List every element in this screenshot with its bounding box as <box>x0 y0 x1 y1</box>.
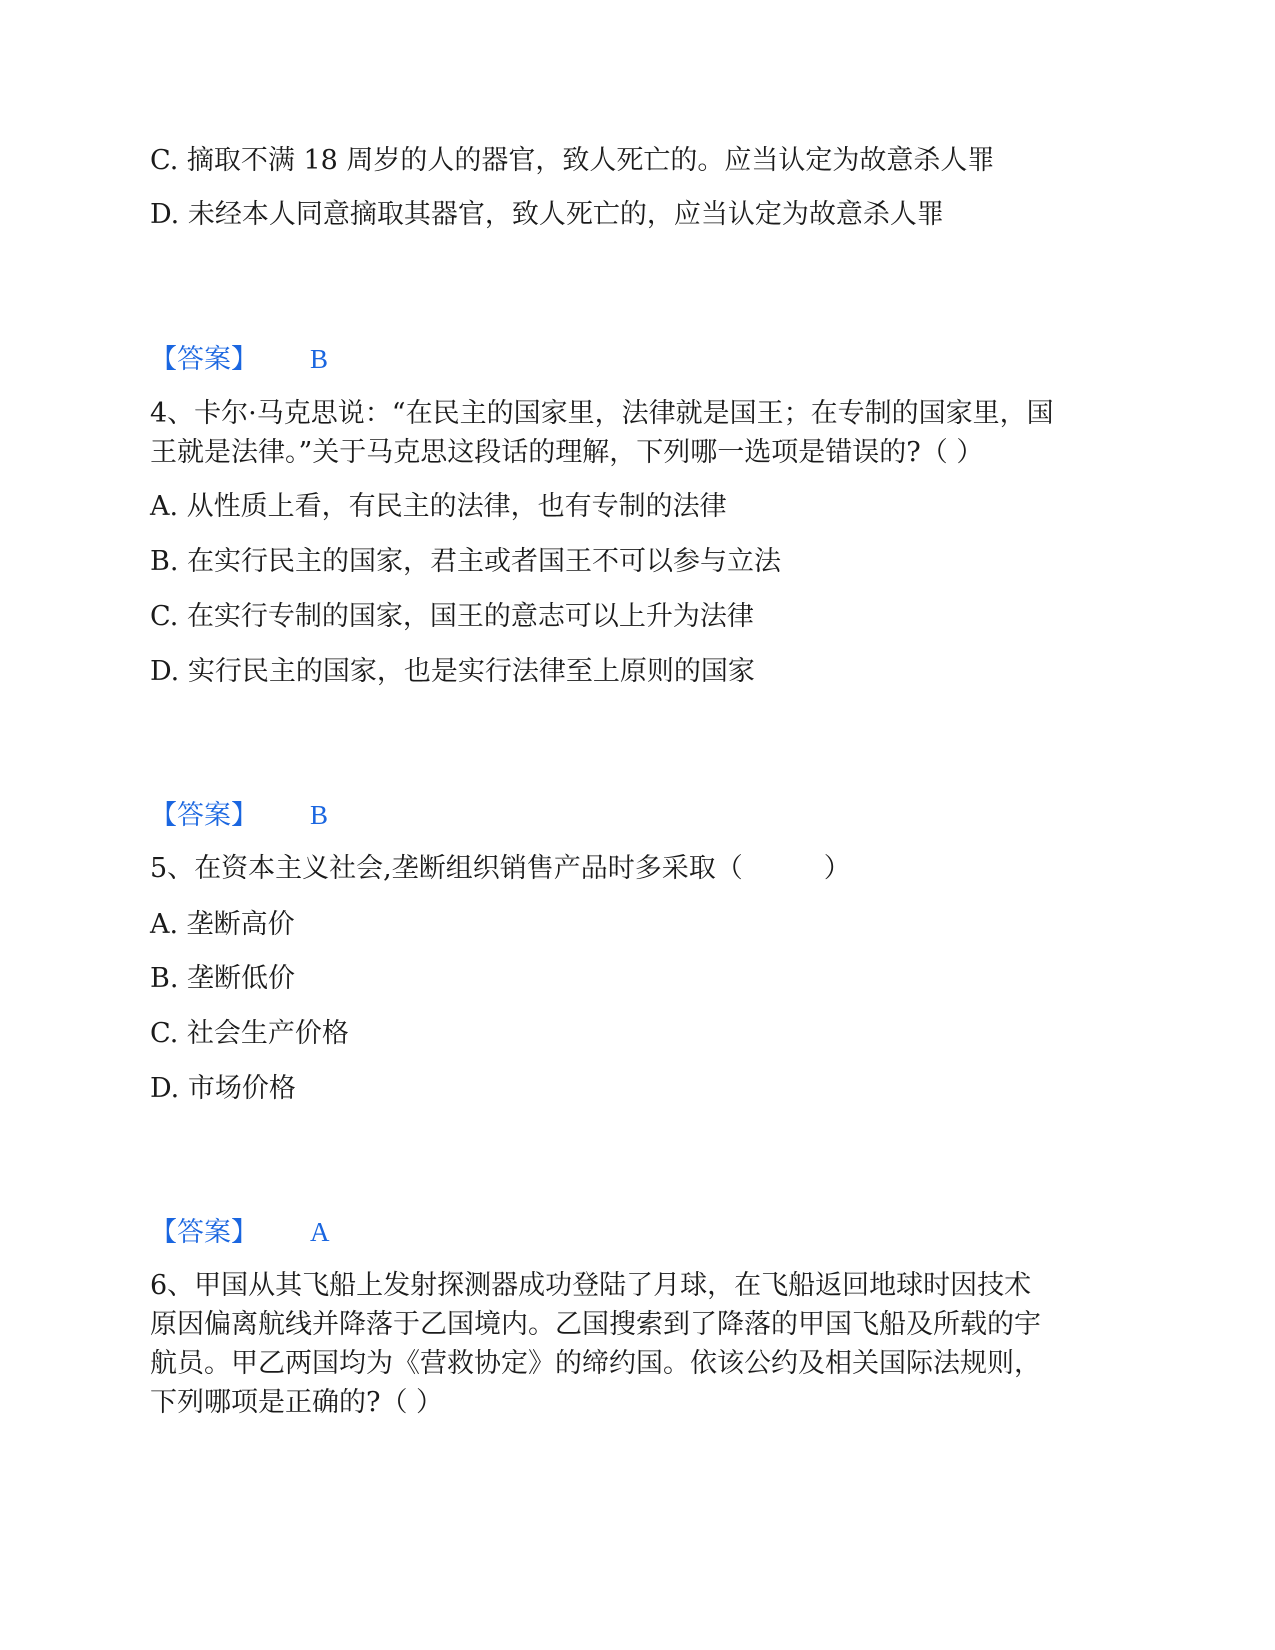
q5-option-b: B. 垄断低价 <box>150 963 296 994</box>
q3-answer <box>150 342 328 377</box>
q4-option-d: D. 实行民主的国家，也是实行法律至上原则的国家 <box>150 656 755 687</box>
answer-label: 【答案】 <box>150 344 258 375</box>
q6-stem-line-1: 6、甲国从其飞船上发射探测器成功登陆了月球，在飞船返回地球时因技术 <box>150 1270 1032 1301</box>
answer-value: B <box>310 800 329 830</box>
q5-option-d: D. 市场价格 <box>150 1073 296 1104</box>
q6-stem-line-4: 下列哪项是正确的?（ ） <box>150 1387 444 1418</box>
q4-option-c: C. 在实行专制的国家，国王的意志可以上升为法律 <box>150 601 754 632</box>
q3-option-d: D. 未经本人同意摘取其器官，致人死亡的，应当认定为故意杀人罪 <box>150 199 944 230</box>
q6-stem-line-3: 航员。甲乙两国均为《营救协定》的缔约国。依该公约及相关国际法规则， <box>150 1348 1041 1379</box>
answer-value: A <box>310 1217 330 1247</box>
answer-label: 【答案】 <box>150 800 258 831</box>
q4-option-b: B. 在实行民主的国家，君主或者国王不可以参与立法 <box>150 546 782 577</box>
q4-option-a: A. 从性质上看，有民主的法律，也有专制的法律 <box>150 491 727 522</box>
q3-option-c: C. 摘取不满 18 周岁的人的器官，致人死亡的。应当认定为故意杀人罪 <box>150 145 995 176</box>
q5-option-c: C. 社会生产价格 <box>150 1018 349 1049</box>
q4-stem-line-1: 4、卡尔·马克思说：“在民主的国家里，法律就是国王；在专制的国家里，国 <box>150 398 1054 429</box>
answer-value: B <box>310 344 329 374</box>
q6-stem-line-2: 原因偏离航线并降落于乙国境内。乙国搜索到了降落的甲国飞船及所载的宇 <box>150 1309 1041 1340</box>
q5-answer <box>150 1215 330 1250</box>
q5-option-a: A. 垄断高价 <box>150 909 295 940</box>
q4-answer <box>150 798 328 833</box>
q4-stem-line-2: 王就是法律。”关于马克思这段话的理解，下列哪一选项是错误的?（ ） <box>150 437 984 468</box>
q5-stem: 5、在资本主义社会,垄断组织销售产品时多采取（ ） <box>150 853 851 884</box>
answer-label: 【答案】 <box>150 1217 258 1248</box>
